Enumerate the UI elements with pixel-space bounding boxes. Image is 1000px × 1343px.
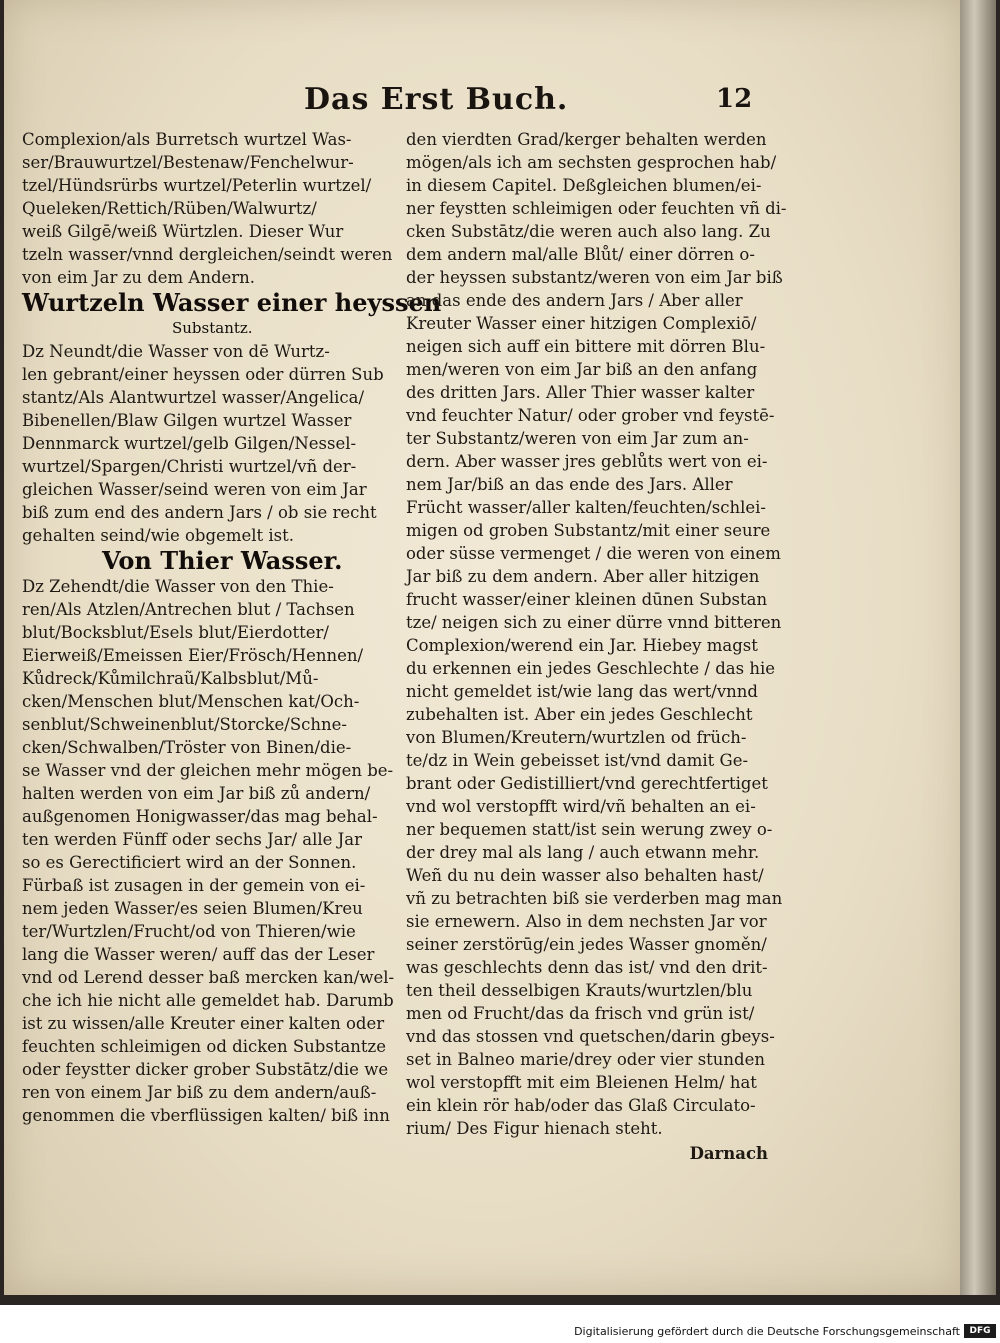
text-line: migen od groben Substantz/mit einer seure [406, 521, 771, 540]
text-line: sie ernewern. Also in dem nechsten Jar vor [406, 912, 767, 931]
text-line: men/weren von eim Jar biß an den anfang [406, 360, 758, 379]
text-line: außgenomen Honigwasser/das mag behal- [22, 807, 378, 826]
text-line: Kreuter Wasser einer hitzigen Complexiō/ [406, 314, 757, 333]
text-line: dem andern mal/alle Blůt/ einer dörren o- [406, 245, 755, 264]
text-line: feuchten schleimigen od dicken Substantze [22, 1037, 387, 1056]
text-line: was geschlechts denn das ist/ vnd den drit- [406, 958, 768, 977]
text-line: seiner zerstörūg/ein jedes Wasser gnoměn/ [406, 935, 767, 954]
text-line: des dritten Jars. Aller Thier wasser kalter [406, 383, 755, 402]
text-line: halten werden von eim Jar biß zů andern/ [22, 784, 371, 803]
section-subheading: Substantz. [172, 319, 253, 337]
text-line: stantz/Als Alantwurtzel wasser/Angelica/ [22, 388, 365, 407]
text-line: brant oder Gedistilliert/vnd gerechtfertiget [406, 774, 768, 793]
text-line: senblut/Schweinenblut/Storcke/Schne- [22, 715, 347, 734]
text-line: genommen die vberflüssigen kalten/ biß inn [22, 1106, 390, 1125]
text-line: an das ende des andern Jars / Aber aller [406, 291, 743, 310]
text-line: du erkennen ein jedes Geschlechte / das hie [406, 659, 775, 678]
text-line: so es Gerectificiert wird an der Sonnen. [22, 853, 357, 872]
text-line: frucht wasser/einer kleinen dūnen Substan [406, 590, 768, 609]
book-page [4, 0, 968, 1295]
text-line: biß zum end des andern Jars / ob sie recht [22, 503, 377, 522]
text-line: weiß Gilgē/weiß Würtzlen. Dieser Wur [22, 222, 344, 241]
text-line: men od Frucht/das da frisch vnd grün ist/ [406, 1004, 755, 1023]
text-line: se Wasser vnd der gleichen mehr mögen be- [22, 761, 394, 780]
text-line: nem Jar/biß an das ende des Jars. Aller [406, 475, 733, 494]
text-line: cken/Menschen blut/Menschen kat/Och- [22, 692, 360, 711]
text-line: vñ zu betrachten biß sie verderben mag man [406, 889, 783, 908]
footer [0, 1305, 1000, 1343]
text-line: ner feystten schleimigen oder feuchten vñ di- [406, 199, 787, 218]
text-line: nem jeden Wasser/es seien Blumen/Kreu [22, 899, 363, 918]
text-line: von eim Jar zu dem Andern. [22, 268, 256, 287]
text-line: der heyssen substantz/weren von eim Jar biß [406, 268, 783, 287]
text-line: nicht gemeldet ist/wie lang das wert/vnnd [406, 682, 758, 701]
text-line: set in Balneo marie/drey oder vier stunden [406, 1050, 766, 1069]
text-line: Kůdreck/Kůmilchraũ/Kalbsblut/Mů- [22, 669, 319, 688]
catchword: Darnach [689, 1144, 768, 1163]
text-line: ren von einem Jar biß zu dem andern/auß- [22, 1083, 377, 1102]
text-line: vnd wol verstopfft wird/vñ behalten an ei- [406, 797, 756, 816]
section-heading-animals: Von Thier Wasser. [102, 546, 343, 575]
text-line: ist zu wissen/alle Kreuter einer kalten oder [22, 1014, 385, 1033]
text-line: Dz Zehendt/die Wasser von den Thie- [22, 577, 334, 596]
text-line: tzeln wasser/vnnd dergleichen/seindt weren [22, 245, 393, 264]
text-line: Dz Neundt/die Wasser von dē Wurtz- [22, 342, 330, 361]
text-line: der drey mal als lang / auch etwann mehr. [406, 843, 760, 862]
text-line: lang die Wasser weren/ auff das der Leser [22, 945, 375, 964]
text-line: ren/Als Atzlen/Antrechen blut / Tachsen [22, 600, 355, 619]
text-line: vnd od Lerend desser baß mercken kan/wel- [22, 968, 395, 987]
text-line: den vierdten Grad/kerger behalten werden [406, 130, 767, 149]
text-line: Frücht wasser/aller kalten/feuchten/schlei- [406, 498, 766, 517]
text-line: gleichen Wasser/seind weren von eim Jar [22, 480, 367, 499]
text-line: wurtzel/Spargen/Christi wurtzel/vñ der- [22, 457, 357, 476]
text-line: Eierweiß/Emeissen Eier/Frösch/Hennen/ [22, 646, 364, 665]
text-line: blut/Bocksblut/Esels blut/Eierdotter/ [22, 623, 329, 642]
text-line: zubehalten ist. Aber ein jedes Geschlecht [406, 705, 753, 724]
text-line: oder feystter dicker grober Substātz/die we [22, 1060, 389, 1079]
text-line: Fürbaß ist zusagen in der gemein von ei- [22, 876, 366, 895]
text-line: tze/ neigen sich zu einer dürre vnnd bitteren [406, 613, 782, 632]
text-line: che ich hie nicht alle gemeldet hab. Darumb [22, 991, 394, 1010]
text-line: in diesem Capitel. Deßgleichen blumen/ei- [406, 176, 762, 195]
text-line: vnd das stossen vnd quetschen/darin gbeys- [406, 1027, 775, 1046]
folio-number: 12 [716, 84, 753, 114]
text-line: ten theil desselbigen Krauts/wurtzlen/blu [406, 981, 753, 1000]
funding-credit: Digitalisierung gefördert durch die Deutsche Forschungsgemeinschaft [574, 1325, 960, 1338]
text-line: te/dz in Wein gebeisset ist/vnd damit Ge- [406, 751, 749, 770]
text-line: ein klein rör hab/oder das Glaß Circulato- [406, 1096, 756, 1115]
page-title: Das Erst Buch. [304, 82, 569, 117]
text-line: Dennmarck wurtzel/gelb Gilgen/Nessel- [22, 434, 357, 453]
text-line: dern. Aber wasser jres geblůts wert von ei- [406, 452, 768, 471]
text-line: ser/Brauwurtzel/Bestenaw/Fenchelwur- [22, 153, 354, 172]
dfg-logo: DFG [964, 1324, 996, 1338]
text-line: wol verstopfft mit eim Bleienen Helm/ hat [406, 1073, 757, 1092]
text-line: len gebrant/einer heyssen oder dürren Sub [22, 365, 384, 384]
text-line: ter/Wurtzlen/Frucht/od von Thieren/wie [22, 922, 356, 941]
text-line: cken Substātz/die weren auch also lang. Zu [406, 222, 771, 241]
text-line: Jar biß zu dem andern. Aber aller hitzigen [406, 567, 760, 586]
text-line: cken/Schwalben/Tröster von Binen/die- [22, 738, 352, 757]
text-line: oder süsse vermenget / die weren von einem [406, 544, 781, 563]
text-line: gehalten seind/wie obgemelt ist. [22, 526, 295, 545]
text-line: vnd feuchter Natur/ oder grober vnd feystē- [406, 406, 775, 425]
text-line: mögen/als ich am sechsten gesprochen hab/ [406, 153, 777, 172]
left-column [22, 128, 442, 1127]
text-line: Weñ du nu dein wasser also behalten hast/ [406, 866, 764, 885]
text-line: Bibenellen/Blaw Gilgen wurtzel Wasser [22, 411, 352, 430]
running-head [4, 82, 964, 122]
text-line: Queleken/Rettich/Rüben/Walwurtz/ [22, 199, 317, 218]
text-line: ten werden Fünff oder sechs Jar/ alle Jar [22, 830, 362, 849]
text-line: von Blumen/Kreutern/wurtzlen od früch- [406, 728, 747, 747]
right-column [406, 128, 787, 1168]
text-line: tzel/Hündsrürbs wurtzel/Peterlin wurtzel/ [22, 176, 372, 195]
section-heading-roots: Wurtzeln Wasser einer heyssen [22, 288, 442, 317]
text-line: Complexion/als Burretsch wurtzel Was- [22, 130, 352, 149]
text-line: ter Substantz/weren von eim Jar zum an- [406, 429, 749, 448]
text-line: neigen sich auff ein bittere mit dörren Blu- [406, 337, 766, 356]
text-line: rium/ Des Figur hienach steht. [406, 1119, 663, 1138]
text-line: Complexion/werend ein Jar. Hiebey magst [406, 636, 758, 655]
page-edge [960, 0, 996, 1295]
text-line: ner bequemen statt/ist sein werung zwey o- [406, 820, 773, 839]
